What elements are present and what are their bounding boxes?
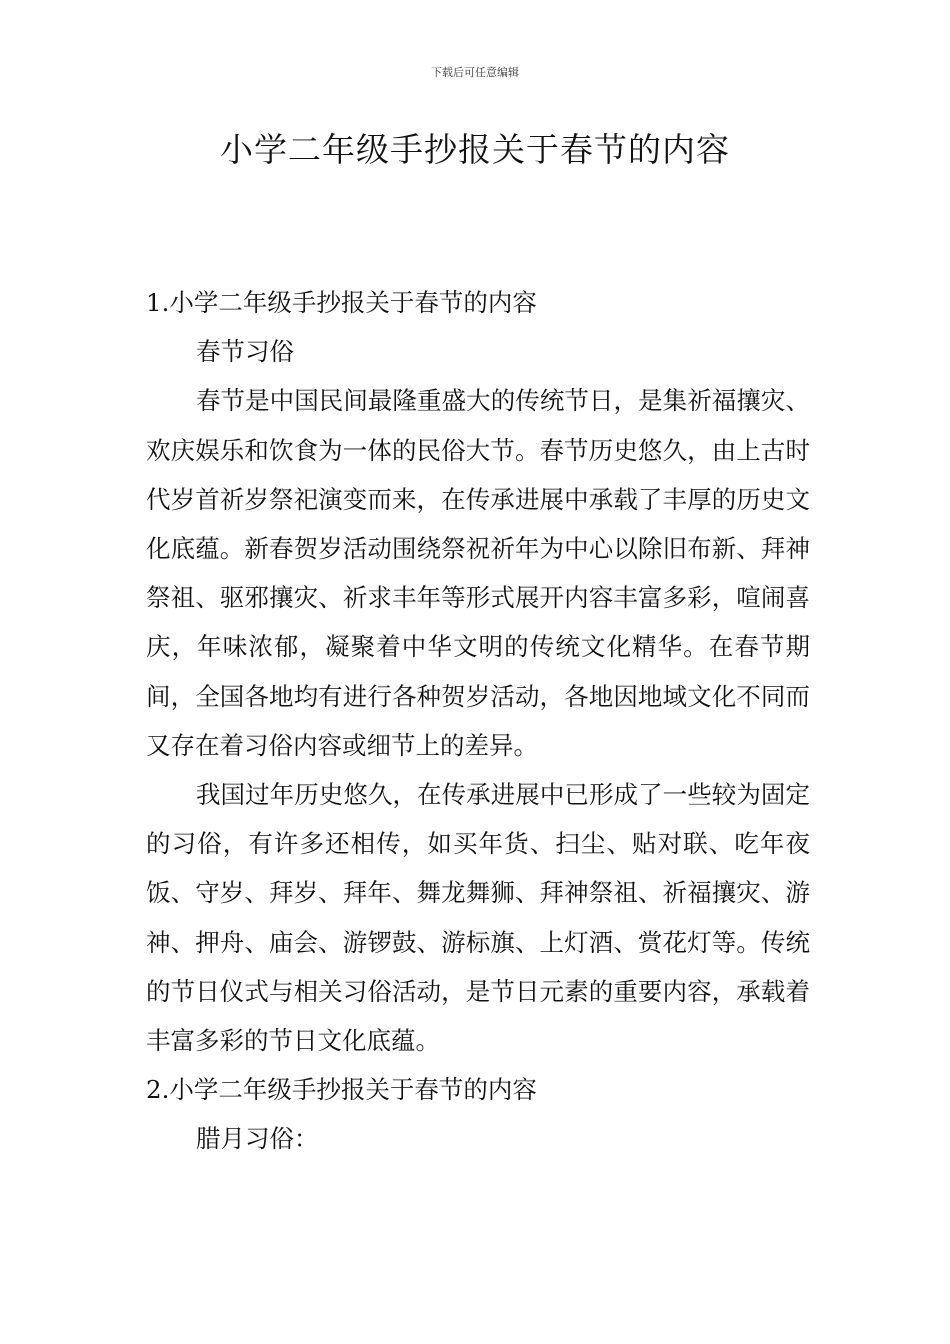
body-paragraph: 春节是中国民间最隆重盛大的传统节日，是集祈福攘灾、欢庆娱乐和饮食为一体的民俗大节。春节历史悠久，由上古时代岁首祈岁祭祀演变而来，在传承进展中承载了丰厚的历史文化底蕴。新春贺岁活动围绕祭祝祈年为中心以除旧布新、拜神祭祖、驱邪攘灾、祈求丰年等形式展开内容丰富多彩，喧闹喜庆，年味浓郁，凝聚着中华文明的传统文化精华。在春节期间，全国各地均有进行各种贺岁活动，各地因地域文化不同而又存在着习俗内容或细节上的差异。	[146, 386, 810, 760]
subheading-lunar-december-customs: 腊月习俗：	[196, 1124, 319, 1154]
section-heading-1: 1.小学二年级手抄报关于春节的内容	[146, 288, 537, 317]
body-paragraph: 我国过年历史悠久，在传承进展中已形成了一些较为固定的习俗，有许多还相传，如买年货、扫尘、贴对联、吃年夜饭、守岁、拜岁、拜年、舞龙舞狮、拜神祭祖、祈福攘灾、游神、押舟、庙会、游锣鼓、游标旗、上灯酒、赏花灯等。传统的节日仪式与相关习俗活动，是节日元素的重要内容，承载着丰富多彩的节日文化底蕴。	[146, 780, 810, 1056]
document-body	[146, 278, 810, 1164]
page-header-note: 下载后可任意编辑	[431, 66, 519, 79]
section-heading-2: 2.小学二年级手抄报关于春节的内容	[146, 1075, 537, 1105]
subheading-spring-festival-customs: 春节习俗	[196, 337, 294, 367]
document-title: 小学二年级手抄报关于春节的内容	[220, 130, 730, 169]
